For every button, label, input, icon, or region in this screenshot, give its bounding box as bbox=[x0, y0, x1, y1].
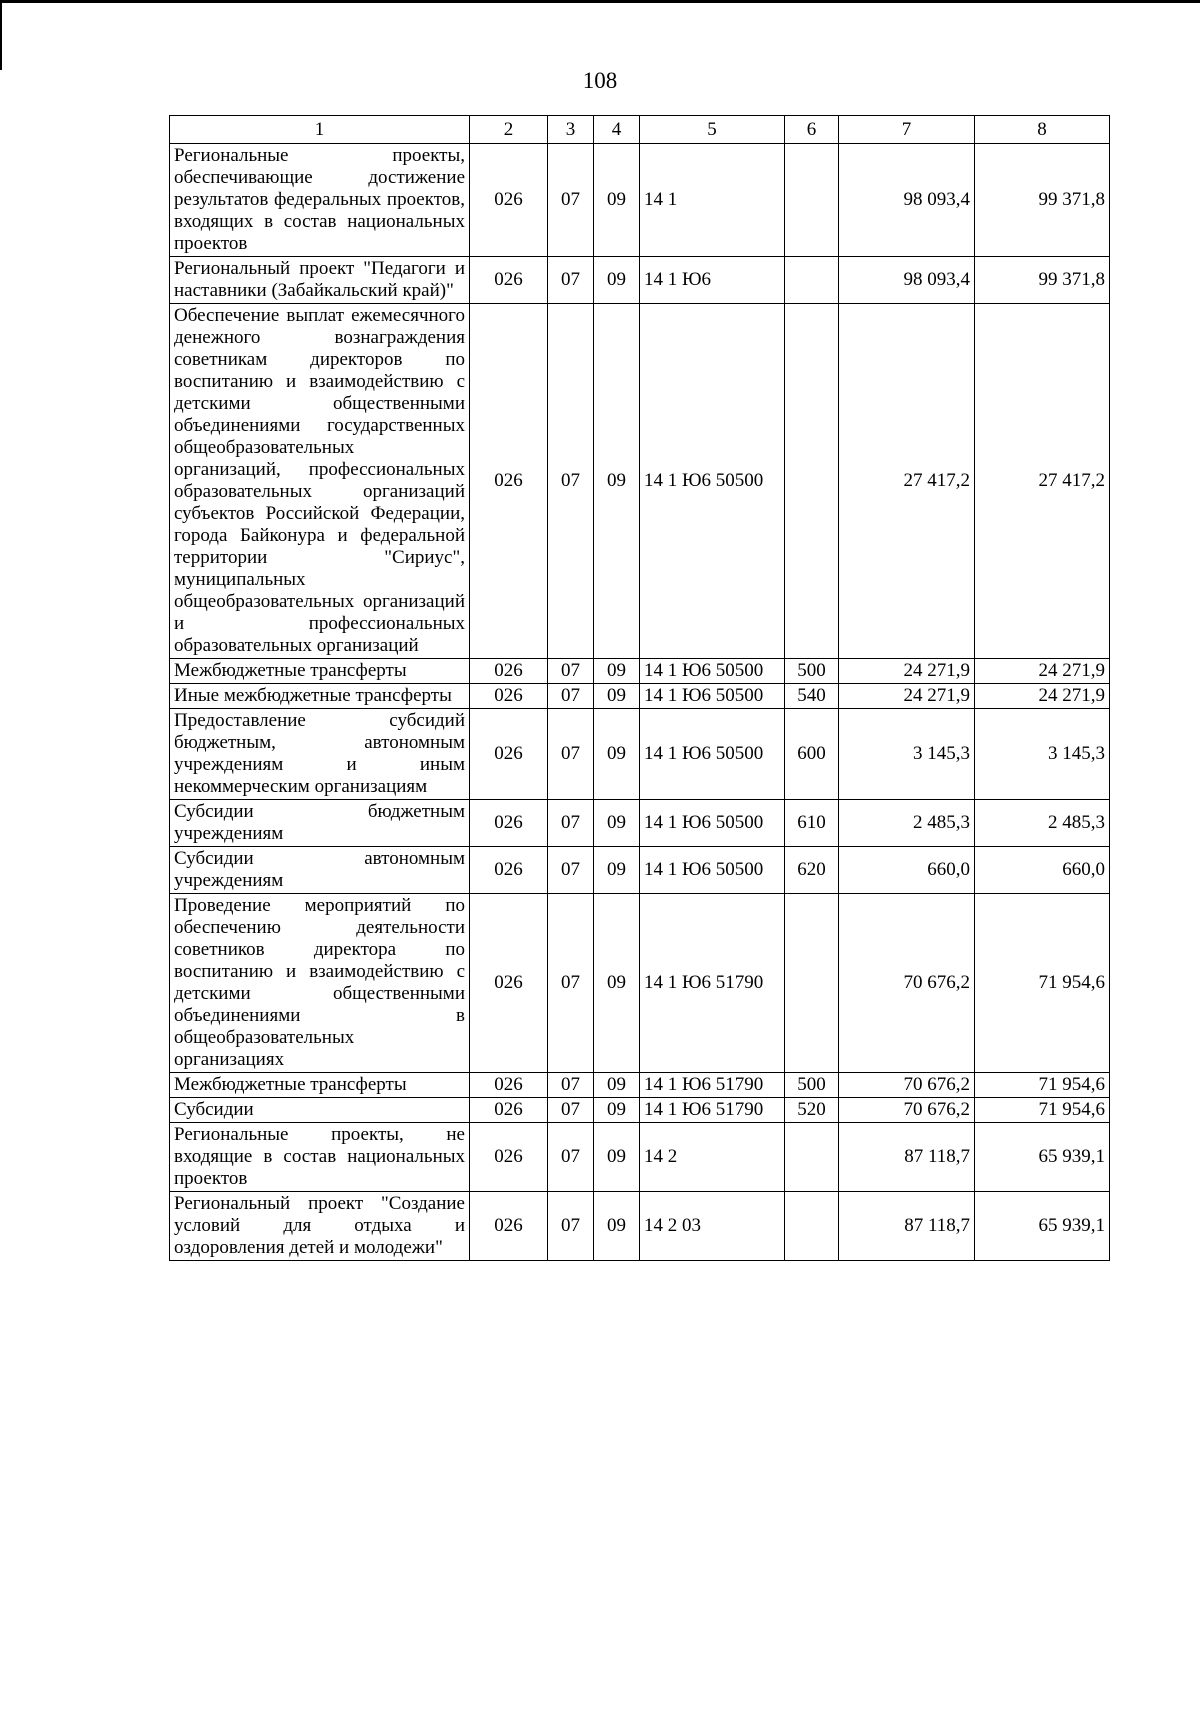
table-row bbox=[170, 1098, 1110, 1123]
amount-col8-cell: 99 371,8 bbox=[975, 144, 1110, 257]
item-name-cell: Иные межбюджетные трансферты bbox=[170, 684, 470, 709]
subsection-code-cell: 09 bbox=[594, 847, 640, 894]
table-row bbox=[170, 144, 1110, 257]
item-name-cell: Обеспечение выплат ежемесячного денежного вознаграждения советникам директоров по воспитанию и взаимодействию с детскими общественными объединениями государственных общеобразовательных организаций, профессиональных образовательных организаций субъектов Российской Федерации, города Байконура и федеральной территории "Сириус", муниципальных общеобразовательных организаций и профессиональных образовательных организаций bbox=[170, 304, 470, 659]
subsection-code-cell: 09 bbox=[594, 1098, 640, 1123]
expense-type-cell: 540 bbox=[785, 684, 839, 709]
table-row bbox=[170, 257, 1110, 304]
subsection-code-cell: 09 bbox=[594, 1073, 640, 1098]
target-article-cell: 14 1 Ю6 50500 bbox=[640, 800, 785, 847]
expense-type-cell: 500 bbox=[785, 659, 839, 684]
ministry-code-cell: 026 bbox=[470, 1073, 548, 1098]
amount-col8-cell: 24 271,9 bbox=[975, 684, 1110, 709]
amount-col8-cell: 660,0 bbox=[975, 847, 1110, 894]
target-article-cell: 14 2 bbox=[640, 1123, 785, 1192]
item-name-cell: Региональные проекты, обеспечивающие достижение результатов федеральных проектов, входящих в состав национальных проектов bbox=[170, 144, 470, 257]
subsection-code-cell: 09 bbox=[594, 894, 640, 1073]
target-article-cell: 14 1 Ю6 bbox=[640, 257, 785, 304]
table-row bbox=[170, 1123, 1110, 1192]
target-article-cell: 14 1 bbox=[640, 144, 785, 257]
table-row bbox=[170, 1073, 1110, 1098]
table-row bbox=[170, 847, 1110, 894]
section-code-cell: 07 bbox=[548, 709, 594, 800]
header-cell: 7 bbox=[839, 116, 975, 144]
target-article-cell: 14 1 Ю6 51790 bbox=[640, 1098, 785, 1123]
expense-type-cell bbox=[785, 304, 839, 659]
item-name-cell: Проведение мероприятий по обеспечению деятельности советников директора по воспитанию и взаимодействию с детскими общественными объединениями в общеобразовательных организациях bbox=[170, 894, 470, 1073]
section-code-cell: 07 bbox=[548, 847, 594, 894]
left-border-line bbox=[0, 0, 2, 70]
header-cell: 8 bbox=[975, 116, 1110, 144]
page-number: 108 bbox=[582, 68, 618, 93]
amount-col7-cell: 2 485,3 bbox=[839, 800, 975, 847]
target-article-cell: 14 1 Ю6 50500 bbox=[640, 304, 785, 659]
target-article-cell: 14 2 03 bbox=[640, 1192, 785, 1261]
amount-col8-cell: 71 954,6 bbox=[975, 1073, 1110, 1098]
amount-col7-cell: 70 676,2 bbox=[839, 1073, 975, 1098]
section-code-cell: 07 bbox=[548, 1123, 594, 1192]
section-code-cell: 07 bbox=[548, 800, 594, 847]
ministry-code-cell: 026 bbox=[470, 144, 548, 257]
amount-col7-cell: 660,0 bbox=[839, 847, 975, 894]
header-cell: 3 bbox=[548, 116, 594, 144]
amount-col8-cell: 24 271,9 bbox=[975, 659, 1110, 684]
expense-type-cell: 600 bbox=[785, 709, 839, 800]
subsection-code-cell: 09 bbox=[594, 659, 640, 684]
subsection-code-cell: 09 bbox=[594, 1192, 640, 1261]
section-code-cell: 07 bbox=[548, 1098, 594, 1123]
subsection-code-cell: 09 bbox=[594, 257, 640, 304]
amount-col8-cell: 71 954,6 bbox=[975, 894, 1110, 1073]
table-row bbox=[170, 800, 1110, 847]
target-article-cell: 14 1 Ю6 51790 bbox=[640, 1073, 785, 1098]
item-name-cell: Предоставление субсидий бюджетным, автономным учреждениям и иным некоммерческим организациям bbox=[170, 709, 470, 800]
ministry-code-cell: 026 bbox=[470, 304, 548, 659]
target-article-cell: 14 1 Ю6 50500 bbox=[640, 709, 785, 800]
ministry-code-cell: 026 bbox=[470, 894, 548, 1073]
section-code-cell: 07 bbox=[548, 1192, 594, 1261]
section-code-cell: 07 bbox=[548, 659, 594, 684]
ministry-code-cell: 026 bbox=[470, 1123, 548, 1192]
ministry-code-cell: 026 bbox=[470, 257, 548, 304]
amount-col8-cell: 2 485,3 bbox=[975, 800, 1110, 847]
item-name-cell: Субсидии автономным учреждениям bbox=[170, 847, 470, 894]
section-code-cell: 07 bbox=[548, 257, 594, 304]
subsection-code-cell: 09 bbox=[594, 144, 640, 257]
table-row bbox=[170, 304, 1110, 659]
expense-type-cell bbox=[785, 1123, 839, 1192]
table-header-row bbox=[170, 116, 1110, 144]
table-row bbox=[170, 1192, 1110, 1261]
table-body bbox=[170, 144, 1110, 1261]
amount-col8-cell: 65 939,1 bbox=[975, 1192, 1110, 1261]
ministry-code-cell: 026 bbox=[470, 659, 548, 684]
expense-type-cell bbox=[785, 894, 839, 1073]
item-name-cell: Региональный проект "Создание условий для отдыха и оздоровления детей и молодежи" bbox=[170, 1192, 470, 1261]
ministry-code-cell: 026 bbox=[470, 709, 548, 800]
target-article-cell: 14 1 Ю6 51790 bbox=[640, 894, 785, 1073]
section-code-cell: 07 bbox=[548, 304, 594, 659]
amount-col7-cell: 98 093,4 bbox=[839, 144, 975, 257]
table-row bbox=[170, 894, 1110, 1073]
ministry-code-cell: 026 bbox=[470, 1098, 548, 1123]
amount-col7-cell: 27 417,2 bbox=[839, 304, 975, 659]
subsection-code-cell: 09 bbox=[594, 1123, 640, 1192]
subsection-code-cell: 09 bbox=[594, 709, 640, 800]
header-cell: 5 bbox=[640, 116, 785, 144]
section-code-cell: 07 bbox=[548, 894, 594, 1073]
expense-type-cell bbox=[785, 257, 839, 304]
amount-col8-cell: 99 371,8 bbox=[975, 257, 1110, 304]
subsection-code-cell: 09 bbox=[594, 800, 640, 847]
header-cell: 6 bbox=[785, 116, 839, 144]
header-cell: 1 bbox=[170, 116, 470, 144]
amount-col7-cell: 24 271,9 bbox=[839, 659, 975, 684]
ministry-code-cell: 026 bbox=[470, 800, 548, 847]
amount-col7-cell: 70 676,2 bbox=[839, 894, 975, 1073]
header-cell: 4 bbox=[594, 116, 640, 144]
subsection-code-cell: 09 bbox=[594, 684, 640, 709]
amount-col7-cell: 98 093,4 bbox=[839, 257, 975, 304]
section-code-cell: 07 bbox=[548, 1073, 594, 1098]
budget-table bbox=[169, 115, 1110, 1261]
section-code-cell: 07 bbox=[548, 684, 594, 709]
header-cell: 2 bbox=[470, 116, 548, 144]
target-article-cell: 14 1 Ю6 50500 bbox=[640, 847, 785, 894]
amount-col8-cell: 65 939,1 bbox=[975, 1123, 1110, 1192]
expense-type-cell: 610 bbox=[785, 800, 839, 847]
item-name-cell: Региональные проекты, не входящие в состав национальных проектов bbox=[170, 1123, 470, 1192]
amount-col8-cell: 3 145,3 bbox=[975, 709, 1110, 800]
amount-col8-cell: 27 417,2 bbox=[975, 304, 1110, 659]
amount-col7-cell: 70 676,2 bbox=[839, 1098, 975, 1123]
item-name-cell: Субсидии bbox=[170, 1098, 470, 1123]
subsection-code-cell: 09 bbox=[594, 304, 640, 659]
item-name-cell: Региональный проект "Педагоги и наставники (Забайкальский край)" bbox=[170, 257, 470, 304]
expense-type-cell: 620 bbox=[785, 847, 839, 894]
item-name-cell: Межбюджетные трансферты bbox=[170, 1073, 470, 1098]
table-row bbox=[170, 684, 1110, 709]
top-border-line bbox=[0, 0, 1200, 3]
ministry-code-cell: 026 bbox=[470, 684, 548, 709]
table-row bbox=[170, 709, 1110, 800]
ministry-code-cell: 026 bbox=[470, 847, 548, 894]
expense-type-cell: 500 bbox=[785, 1073, 839, 1098]
expense-type-cell bbox=[785, 144, 839, 257]
target-article-cell: 14 1 Ю6 50500 bbox=[640, 684, 785, 709]
target-article-cell: 14 1 Ю6 50500 bbox=[640, 659, 785, 684]
expense-type-cell: 520 bbox=[785, 1098, 839, 1123]
amount-col7-cell: 24 271,9 bbox=[839, 684, 975, 709]
expense-type-cell bbox=[785, 1192, 839, 1261]
amount-col7-cell: 3 145,3 bbox=[839, 709, 975, 800]
table-row bbox=[170, 659, 1110, 684]
amount-col7-cell: 87 118,7 bbox=[839, 1123, 975, 1192]
ministry-code-cell: 026 bbox=[470, 1192, 548, 1261]
amount-col7-cell: 87 118,7 bbox=[839, 1192, 975, 1261]
section-code-cell: 07 bbox=[548, 144, 594, 257]
amount-col8-cell: 71 954,6 bbox=[975, 1098, 1110, 1123]
item-name-cell: Межбюджетные трансферты bbox=[170, 659, 470, 684]
item-name-cell: Субсидии бюджетным учреждениям bbox=[170, 800, 470, 847]
